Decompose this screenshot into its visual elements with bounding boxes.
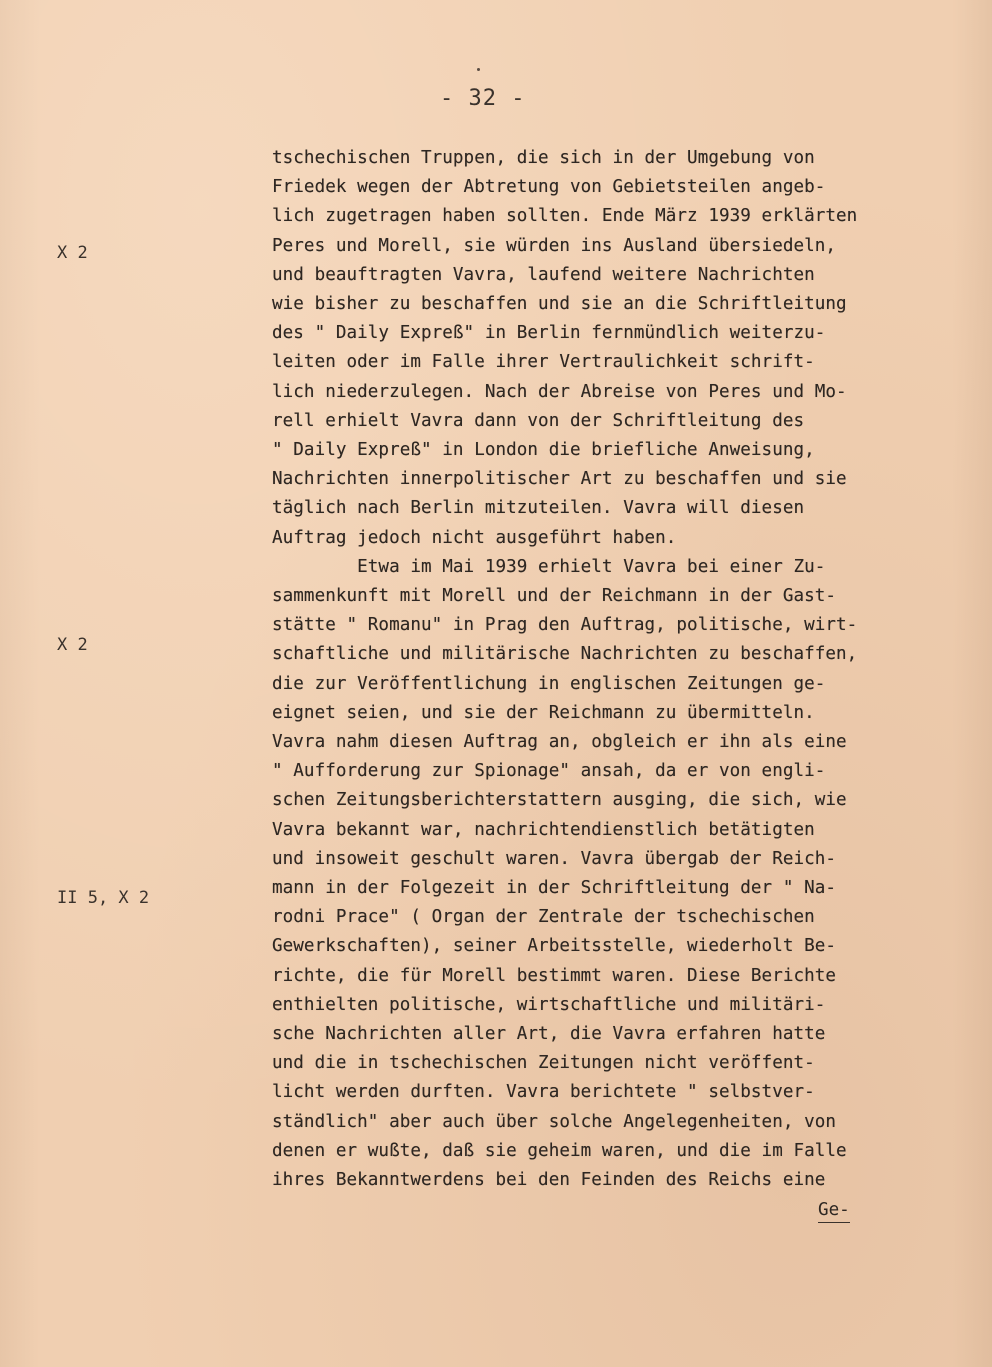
body-line: lich niederzulegen. Nach der Abreise von Peres und Mo- bbox=[272, 381, 847, 402]
body-line: Auftrag jedoch nicht ausgeführt haben. bbox=[272, 527, 677, 548]
body-line: leiten oder im Falle ihrer Vertraulichkeit schrift- bbox=[272, 352, 815, 373]
body-line: Friedek wegen der Abtretung von Gebietsteilen angeb- bbox=[272, 177, 826, 198]
body-line: täglich nach Berlin mitzuteilen. Vavra will diesen bbox=[272, 498, 805, 519]
body-line: denen er wußte, daß sie geheim waren, und die im Falle bbox=[272, 1140, 847, 1161]
body-line: Vavra nahm diesen Auftrag an, obgleich er ihn als eine bbox=[272, 732, 847, 752]
body-line: und die in tschechischen Zeitungen nicht veröffent- bbox=[272, 1053, 815, 1074]
body-line: die zur Veröffentlichung in englischen Zeitungen ge- bbox=[272, 673, 826, 694]
body-line: " Aufforderung zur Spionage" ansah, da er von engli- bbox=[272, 761, 826, 782]
margin-note-3: II 5, X 2 bbox=[57, 888, 150, 908]
body-line: lich zugetragen haben sollten. Ende März 1939 erklärten bbox=[272, 206, 858, 227]
body-line: des " Daily Expreß" in Berlin fernmündlich weiterzu- bbox=[272, 323, 826, 344]
body-line: wie bisher zu beschaffen und sie an die Schriftleitung bbox=[272, 294, 847, 314]
body-line: licht werden durften. Vavra berichtete " selbstver- bbox=[272, 1082, 815, 1103]
body-line: stätte " Romanu" in Prag den Auftrag, politische, wirt- bbox=[272, 615, 858, 636]
body-line: rodni Prace" ( Organ der Zentrale der tschechischen bbox=[272, 907, 815, 928]
body-line: eignet seien, und sie der Reichmann zu übermitteln. bbox=[272, 702, 815, 723]
body-line: Vavra bekannt war, nachrichtendienstlich betätigten bbox=[272, 819, 815, 840]
body-line: schaftliche und militärische Nachrichten zu beschaffen, bbox=[272, 644, 858, 665]
paper-speck bbox=[477, 68, 480, 71]
body-line: schen Zeitungsberichterstattern ausging, die sich, wie bbox=[272, 790, 847, 811]
page-number: - 32 - bbox=[440, 86, 526, 111]
body-line: Etwa im Mai 1939 erhielt Vavra bei einer Zu- bbox=[272, 556, 826, 577]
catchword: Ge- bbox=[818, 1199, 850, 1223]
body-line: mann in der Folgezeit in der Schriftleitung der " Na- bbox=[272, 878, 837, 898]
body-line: und beauftragten Vavra, laufend weitere Nachrichten bbox=[272, 264, 815, 285]
body-line: Peres und Morell, sie würden ins Ausland übersiedeln, bbox=[272, 235, 837, 256]
body-line: enthielten politische, wirtschaftliche und militäri- bbox=[272, 994, 826, 1015]
body-line: und insoweit geschult waren. Vavra übergab der Reich- bbox=[272, 848, 837, 869]
body-line: " Daily Expreß" in London die briefliche Anweisung, bbox=[272, 440, 815, 460]
body-line: Nachrichten innerpolitischer Art zu beschaffen und sie bbox=[272, 469, 847, 490]
body-line: richte, die für Morell bestimmt waren. Diese Berichte bbox=[272, 965, 837, 986]
body-line: ständlich" aber auch über solche Angelegenheiten, von bbox=[272, 1111, 837, 1132]
body-line: ihres Bekanntwerdens bei den Feinden des Reichs eine bbox=[272, 1170, 826, 1190]
body-line: rell erhielt Vavra dann von der Schriftleitung des bbox=[272, 410, 805, 431]
body-line: sammenkunft mit Morell und der Reichmann in der Gast- bbox=[272, 586, 837, 606]
margin-note-2: X 2 bbox=[57, 635, 88, 655]
body-line: Gewerkschaften), seiner Arbeitsstelle, wiederholt Be- bbox=[272, 936, 837, 957]
margin-note-1: X 2 bbox=[57, 243, 88, 263]
body-line: tschechischen Truppen, die sich in der Umgebung von bbox=[272, 148, 815, 168]
body-line: sche Nachrichten aller Art, die Vavra erfahren hatte bbox=[272, 1024, 826, 1044]
